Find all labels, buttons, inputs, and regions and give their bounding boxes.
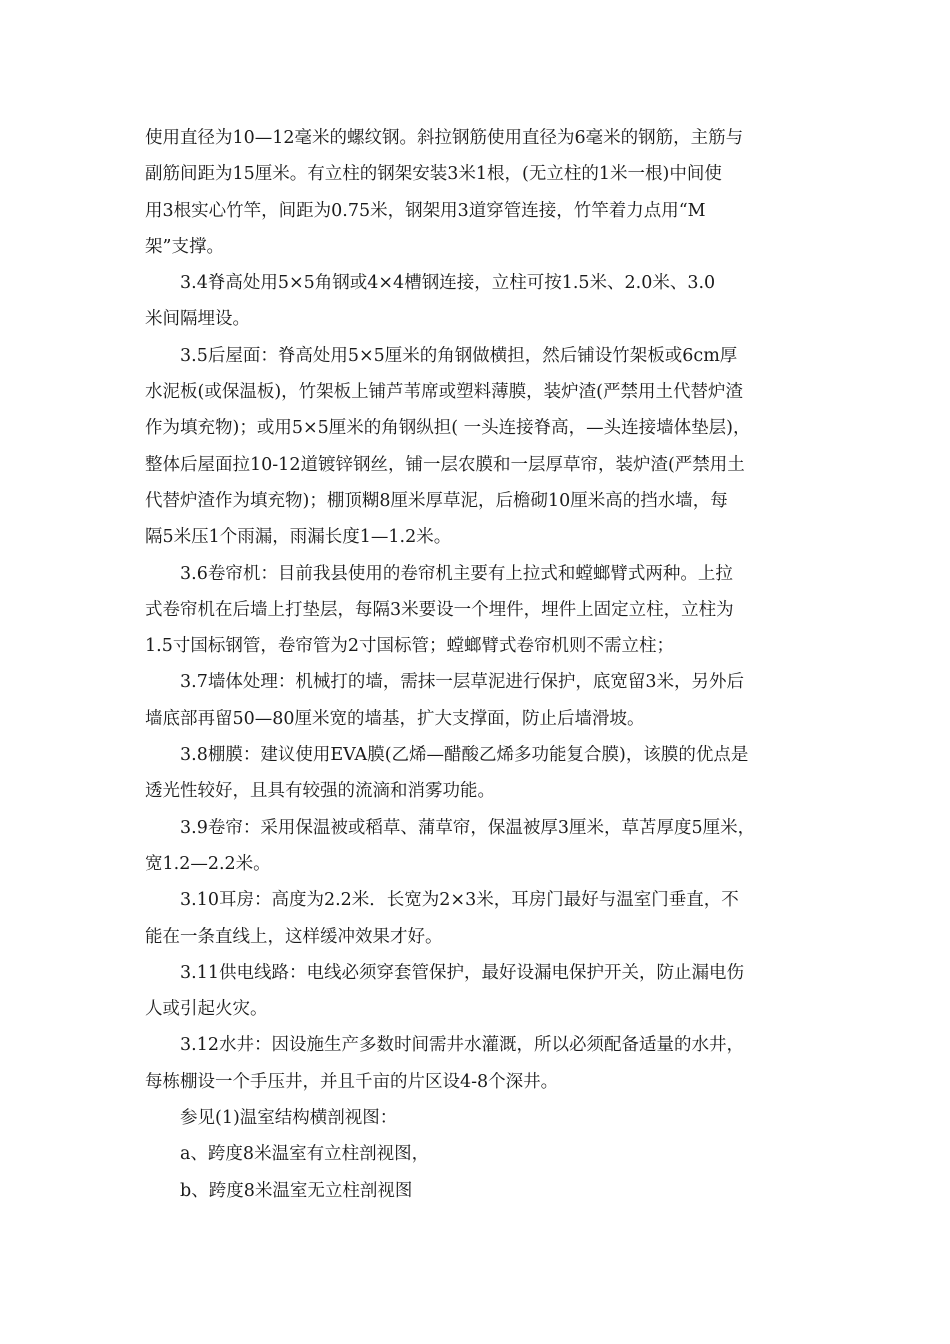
text-line: 作为填充物)；或用5×5厘米的角钢纵担( 一头连接脊高，—头连接墙体垫层)， xyxy=(145,418,751,439)
text-line: b、跨度8米温室无立柱剖视图 xyxy=(180,1180,413,1201)
text-line: 3.4脊高处用5×5角钢或4×4槽钢连接，立柱可按1.5米、2.0米、3.0 xyxy=(180,273,716,294)
text-line: 整体后屋面拉10-12道镀锌钢丝，铺一层农膜和一层厚草帘，装炉渣(严禁用土 xyxy=(145,454,745,475)
text-line: 墙底部再留50—80厘米宽的墙基，扩大支撑面，防止后墙滑坡。 xyxy=(145,708,645,729)
text-line: 1.5寸国标钢管，卷帘管为2寸国标管；螳螂臂式卷帘机则不需立柱； xyxy=(145,636,674,657)
text-line: 每栋棚设一个手压井，并且千亩的片区设4-8个深井。 xyxy=(145,1071,559,1092)
document-body xyxy=(145,120,825,1209)
text-line: 3.6卷帘机：目前我县使用的卷帘机主要有上拉式和螳螂臂式两种。上拉 xyxy=(180,563,733,584)
text-line: 米间隔埋设。 xyxy=(145,309,250,330)
text-line: 式卷帘机在后墙上打垫层，每隔3米要设一个埋件，埋件上固定立柱，立柱为 xyxy=(145,599,734,620)
text-line: 3.10耳房：高度为2.2米．长宽为2×3米，耳房门最好与温室门垂直，不 xyxy=(180,890,739,911)
text-line: 3.11供电线路：电线必须穿套管保护，最好设漏电保护开关，防止漏电伤 xyxy=(180,962,744,983)
text-line: 代替炉渣作为填充物)；棚顶糊8厘米厚草泥，后檐砌10厘米高的挡水墙，每 xyxy=(145,490,728,511)
text-line: 3.5后屋面：脊高处用5×5厘米的角钢做横担，然后铺设竹架板或6cm厚 xyxy=(180,345,738,366)
text-line: 水泥板(或保温板)，竹架板上铺芦苇席或塑料薄膜，装炉渣(严禁用土代替炉渣 xyxy=(145,382,743,403)
text-line: 用3根实心竹竿，间距为0.75米，钢架用3道穿管连接，竹竿着力点用“M xyxy=(145,200,706,221)
text-line: 3.12水井：因设施生产多数时间需井水灌溉，所以必须配备适量的水井， xyxy=(180,1035,744,1056)
text-line: 3.9卷帘：采用保温被或稻草、蒲草帘，保温被厚3厘米，草苫厚度5厘米， xyxy=(180,817,756,838)
text-line: 3.7墙体处理：机械打的墙，需抹一层草泥进行保护，底宽留3米，另外后 xyxy=(180,672,744,693)
text-line: 架”支撑。 xyxy=(145,236,224,257)
text-line: 3.8棚膜：建议使用EVA膜(乙烯—醋酸乙烯多功能复合膜)，该膜的优点是 xyxy=(180,745,749,766)
text-line: 能在一条直线上，这样缓冲效果才好。 xyxy=(145,926,443,947)
text-line: 副筋间距为15厘米。有立柱的钢架安装3米1根，(无立柱的1米一根)中间使 xyxy=(145,164,722,185)
text-line: 参见(1)温室结构横剖视图： xyxy=(180,1108,398,1129)
text-line: 人或引起火灾。 xyxy=(145,999,268,1020)
text-line: 宽1.2—2.2米。 xyxy=(145,853,271,874)
text-line: 透光性较好，且具有较强的流滴和消雾功能。 xyxy=(145,781,495,802)
text-line: a、跨度8米温室有立柱剖视图， xyxy=(180,1144,430,1165)
text-line: 隔5米压1个雨漏，雨漏长度1—1.2米。 xyxy=(145,527,452,548)
text-line: 使用直径为10—12毫米的螺纹钢。斜拉钢筋使用直径为6毫米的钢筋，主筋与 xyxy=(145,128,744,148)
